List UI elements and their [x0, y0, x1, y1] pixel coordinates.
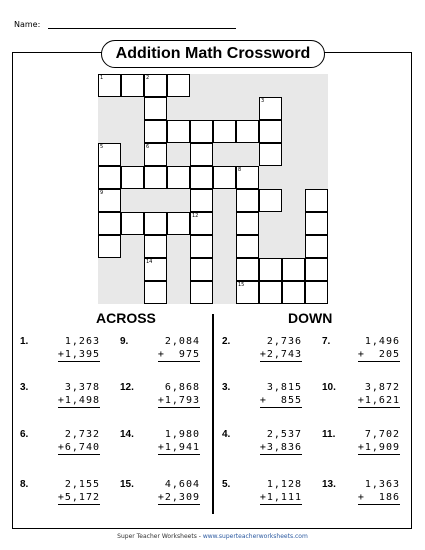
crossword-cell[interactable]	[236, 166, 259, 189]
down-problem	[222, 381, 302, 409]
across-problem	[20, 335, 100, 363]
crossword-cell[interactable]	[190, 120, 213, 143]
crossword-cell[interactable]	[167, 74, 190, 97]
crossword-cell[interactable]	[144, 166, 167, 189]
crossword-cell[interactable]	[259, 281, 282, 304]
addend-top: 4,604	[164, 479, 200, 490]
addend-top: 2,155	[64, 479, 100, 490]
crossword-cell[interactable]	[144, 143, 167, 166]
addend-top: 2,084	[164, 336, 200, 347]
addend-top: 6,868	[164, 382, 200, 393]
problem-number: 13.	[322, 479, 336, 490]
crossword-cell[interactable]	[236, 120, 259, 143]
down-problem	[322, 478, 400, 506]
addend-top: 7,702	[364, 429, 400, 440]
across-problem	[120, 335, 200, 363]
problem-number: 3.	[222, 382, 231, 393]
addend-top: 1,363	[364, 479, 400, 490]
crossword-cell[interactable]	[121, 74, 144, 97]
crossword-cell[interactable]	[213, 120, 236, 143]
clue-number: 6	[146, 144, 150, 150]
clue-number: 12	[192, 213, 199, 219]
crossword-cell[interactable]	[236, 189, 259, 212]
across-problem	[20, 478, 100, 506]
crossword-cell[interactable]	[236, 258, 259, 281]
crossword-cell[interactable]	[190, 212, 213, 235]
crossword-cell[interactable]	[190, 281, 213, 304]
problem-number: 11.	[322, 429, 336, 440]
across-problem	[120, 381, 200, 409]
clue-number: 5	[100, 144, 104, 150]
clue-number: 14	[146, 259, 153, 265]
crossword-cell[interactable]	[98, 143, 121, 166]
crossword-cell[interactable]	[144, 235, 167, 258]
down-problem	[322, 381, 400, 409]
down-problem	[222, 478, 302, 506]
addend-bottom: + 975	[157, 349, 200, 360]
down-problem	[322, 335, 400, 363]
problem-number: 15.	[120, 479, 134, 490]
addend-bottom: +1,621	[357, 395, 400, 406]
crossword-cell[interactable]	[236, 281, 259, 304]
crossword-cell[interactable]	[144, 120, 167, 143]
crossword-cell[interactable]	[144, 281, 167, 304]
crossword-cell[interactable]	[305, 235, 328, 258]
crossword-cell[interactable]	[98, 189, 121, 212]
clue-number: 8	[238, 167, 242, 173]
crossword-cell[interactable]	[98, 235, 121, 258]
crossword-cell[interactable]	[259, 97, 282, 120]
addend-bottom: +6,740	[57, 442, 100, 453]
crossword-cell[interactable]	[98, 166, 121, 189]
problem-number: 12.	[120, 382, 134, 393]
name-line[interactable]	[48, 28, 236, 29]
crossword-cell[interactable]	[305, 281, 328, 304]
crossword-cell[interactable]	[190, 258, 213, 281]
crossword-cell[interactable]	[259, 143, 282, 166]
addend-top: 2,736	[266, 336, 302, 347]
crossword-cell[interactable]	[167, 120, 190, 143]
across-problem	[120, 478, 200, 506]
crossword-cell[interactable]	[190, 189, 213, 212]
down-problem	[222, 335, 302, 363]
across-problem	[20, 428, 100, 456]
addend-bottom: +1,793	[157, 395, 200, 406]
crossword-cell[interactable]	[259, 120, 282, 143]
addend-bottom: +1,909	[357, 442, 400, 453]
footer-brand: Super Teacher Worksheets -	[117, 533, 203, 540]
addend-top: 1,128	[266, 479, 302, 490]
across-problem	[120, 428, 200, 456]
addend-top: 2,537	[266, 429, 302, 440]
addend-top: 3,378	[64, 382, 100, 393]
addend-bottom: +5,172	[57, 492, 100, 503]
crossword-cell[interactable]	[259, 189, 282, 212]
crossword-cell[interactable]	[282, 258, 305, 281]
addend-top: 1,496	[364, 336, 400, 347]
crossword-cell[interactable]	[190, 143, 213, 166]
addend-bottom: + 186	[357, 492, 400, 503]
addend-top: 3,815	[266, 382, 302, 393]
addend-top: 2,732	[64, 429, 100, 440]
clue-number: 3	[261, 98, 265, 104]
crossword-cell[interactable]	[305, 258, 328, 281]
problem-number: 8.	[20, 479, 29, 490]
crossword-cell[interactable]	[282, 281, 305, 304]
problem-number: 3.	[20, 382, 29, 393]
crossword-cell[interactable]	[190, 166, 213, 189]
clue-number: 1	[100, 75, 104, 81]
crossword-cell[interactable]	[236, 235, 259, 258]
addend-bottom: +1,395	[57, 349, 100, 360]
problem-number: 7.	[322, 336, 331, 347]
addend-top: 1,263	[64, 336, 100, 347]
addend-bottom: + 855	[259, 395, 302, 406]
clue-number: 15	[238, 282, 245, 288]
crossword-cell[interactable]	[121, 212, 144, 235]
crossword-cell[interactable]	[167, 166, 190, 189]
problem-number: 6.	[20, 429, 29, 440]
crossword-cell[interactable]	[167, 212, 190, 235]
addend-bottom: +2,743	[259, 349, 302, 360]
name-label: Name:	[14, 20, 41, 29]
problem-number: 1.	[20, 336, 29, 347]
problem-number: 14.	[120, 429, 134, 440]
problem-number: 10.	[322, 382, 336, 393]
crossword-cell[interactable]	[259, 258, 282, 281]
problem-number: 5.	[222, 479, 231, 490]
problem-number: 4.	[222, 429, 231, 440]
addend-bottom: + 205	[357, 349, 400, 360]
worksheet-title: Addition Math Crossword	[101, 40, 325, 68]
addend-top: 1,980	[164, 429, 200, 440]
addend-bottom: +1,111	[259, 492, 302, 503]
column-divider	[212, 314, 214, 514]
crossword-cell[interactable]	[144, 97, 167, 120]
addend-bottom: +1,941	[157, 442, 200, 453]
down-problem	[322, 428, 400, 456]
down-heading: DOWN	[288, 310, 333, 326]
crossword-cell[interactable]	[144, 258, 167, 281]
crossword-cell[interactable]	[236, 212, 259, 235]
footer-link[interactable]: www.superteacherworksheets.com	[202, 533, 308, 540]
crossword-cell[interactable]	[144, 74, 167, 97]
addend-top: 3,872	[364, 382, 400, 393]
addend-bottom: +2,309	[157, 492, 200, 503]
across-heading: ACROSS	[96, 310, 156, 326]
clue-number: 2	[146, 75, 150, 81]
crossword-cell[interactable]	[121, 166, 144, 189]
clue-number: 9	[100, 190, 104, 196]
down-problem	[222, 428, 302, 456]
across-problem	[20, 381, 100, 409]
problem-number: 2.	[222, 336, 231, 347]
crossword-cell[interactable]	[213, 166, 236, 189]
crossword-cell[interactable]	[144, 212, 167, 235]
footer	[0, 533, 425, 540]
crossword-cell[interactable]	[305, 189, 328, 212]
problem-number: 9.	[120, 336, 129, 347]
addend-bottom: +1,498	[57, 395, 100, 406]
crossword-cell[interactable]	[190, 235, 213, 258]
addend-bottom: +3,836	[259, 442, 302, 453]
crossword-cell[interactable]	[98, 212, 121, 235]
crossword-cell[interactable]	[305, 212, 328, 235]
crossword-cell[interactable]	[98, 74, 121, 97]
